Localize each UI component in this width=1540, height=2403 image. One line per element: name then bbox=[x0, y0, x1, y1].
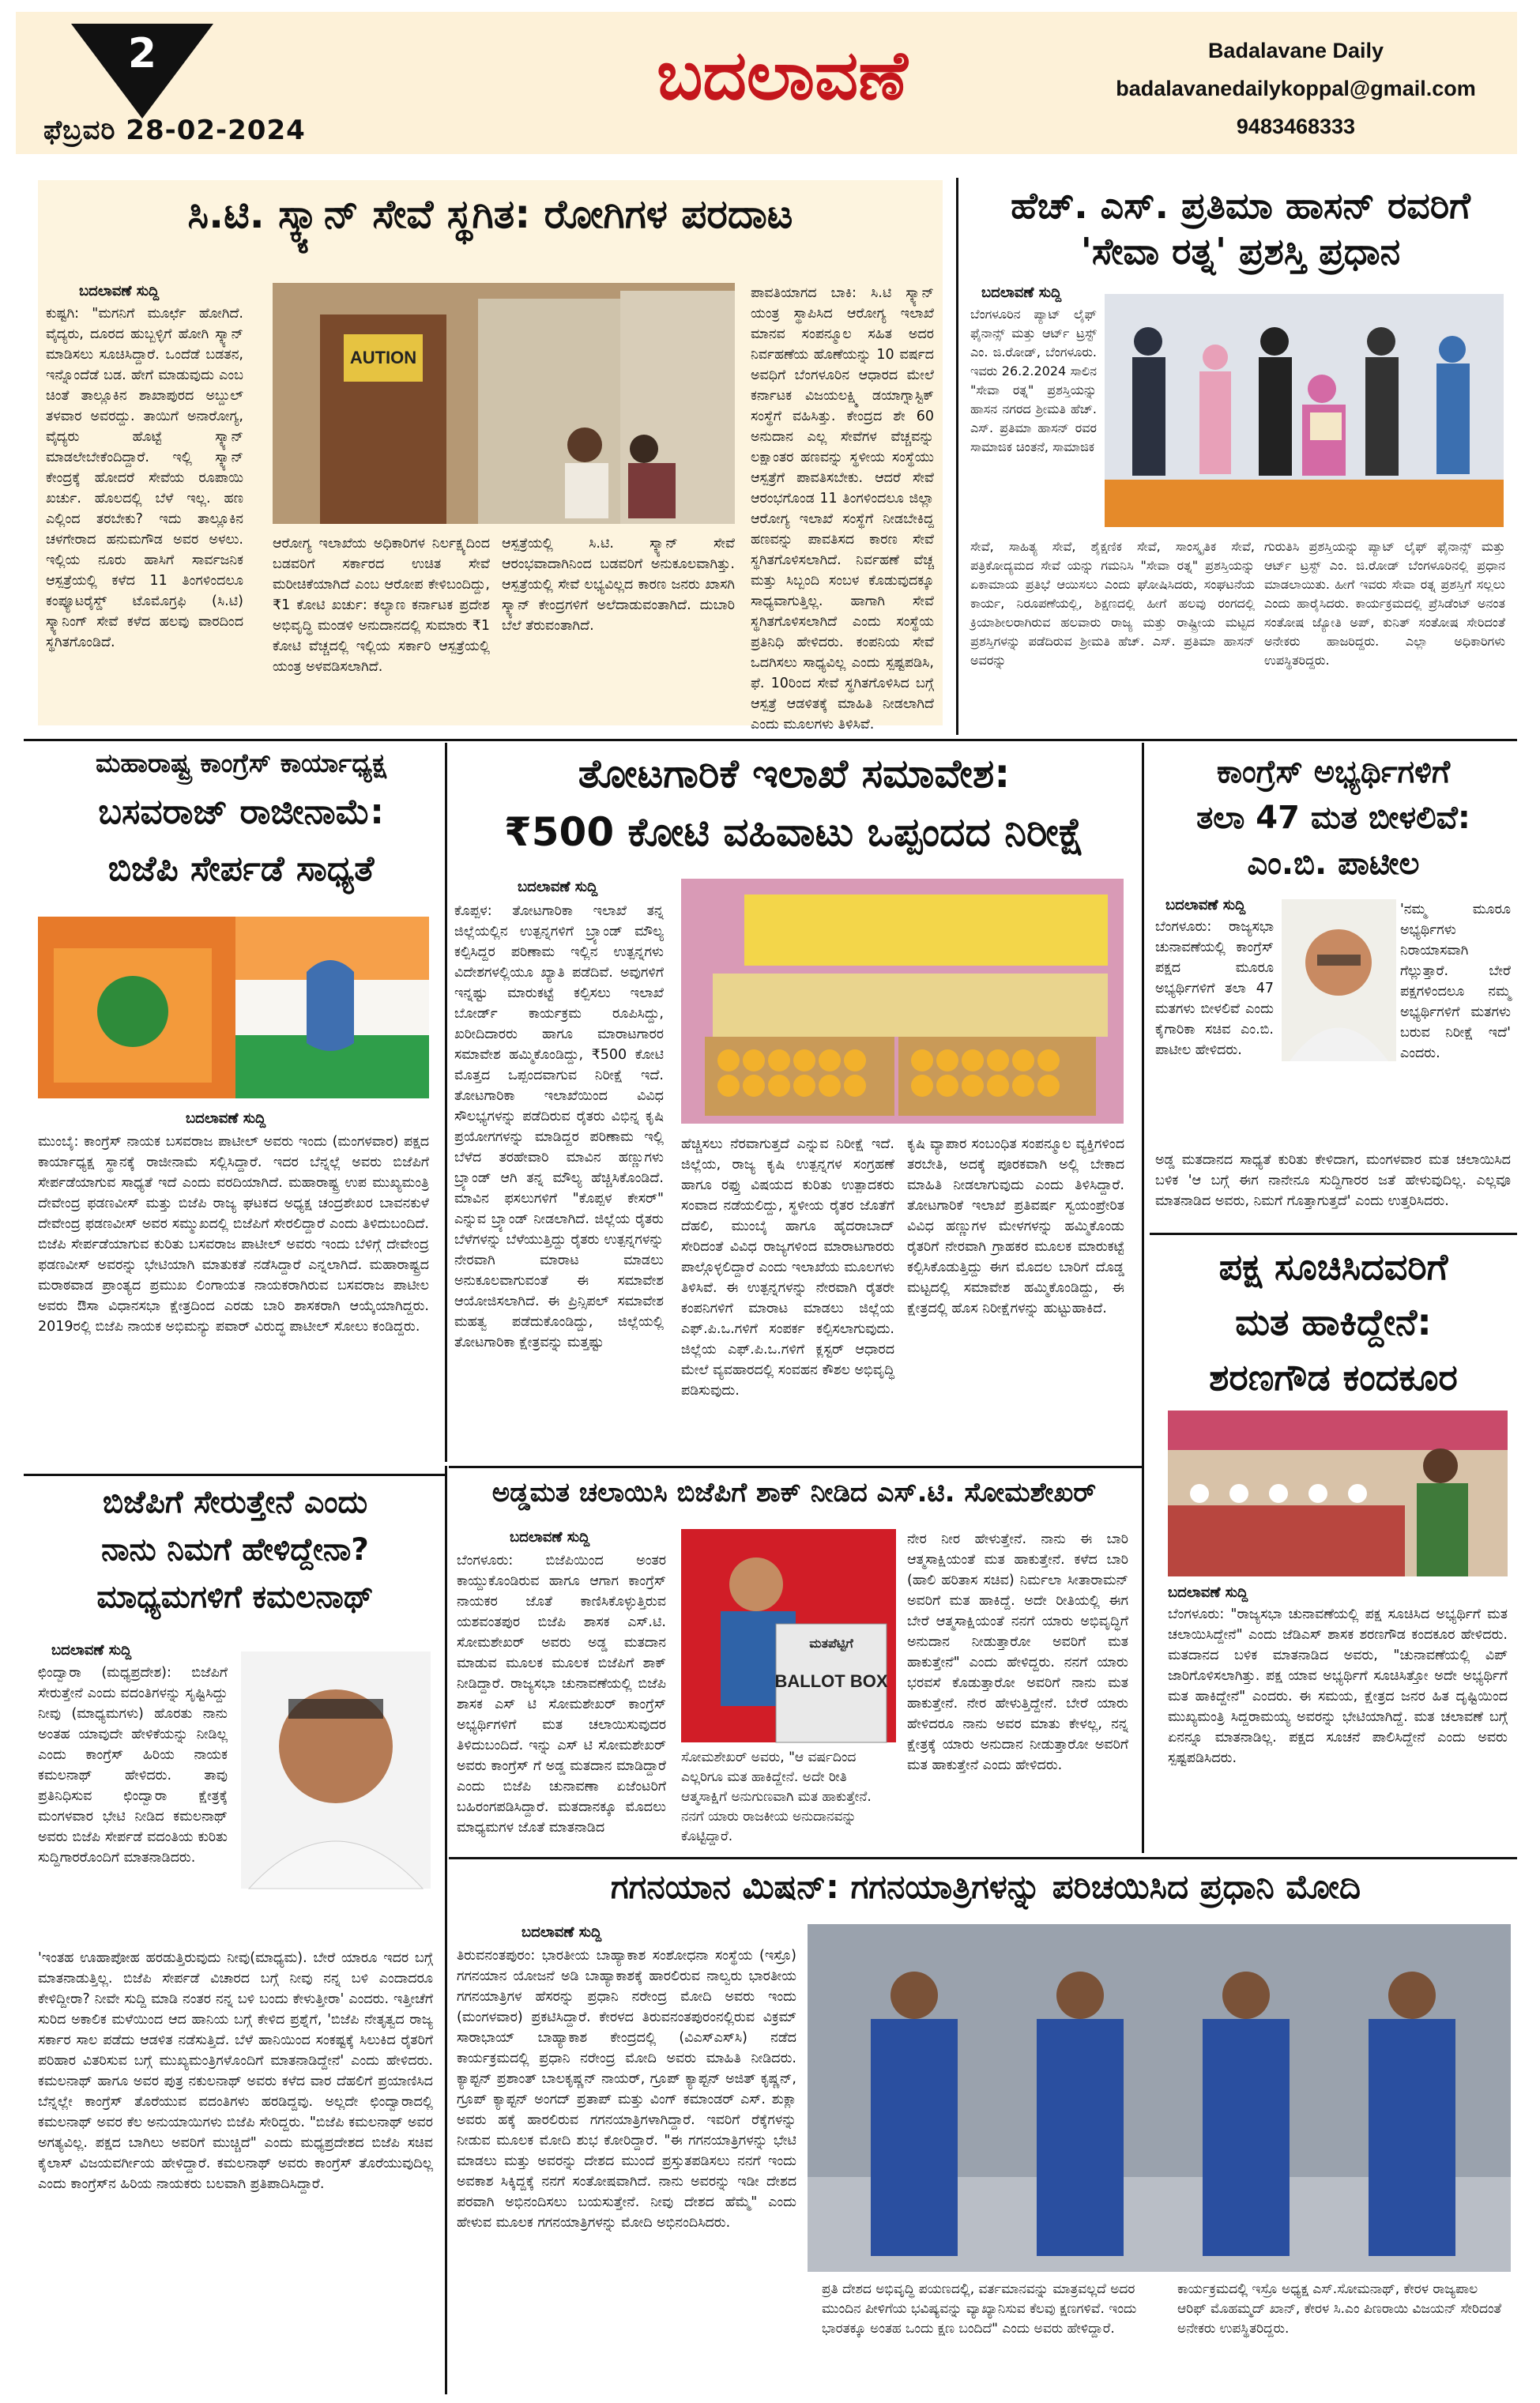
basavaraj-byline: ಬದಲಾವಣೆ ಸುದ್ದಿ bbox=[186, 1110, 266, 1127]
horizontal-rule bbox=[24, 739, 1517, 741]
mb-patil-right: 'ನಮ್ಮ ಮೂರೂ ಅಭ್ಯರ್ಥಿಗಳು ನಿರಾಯಾಸವಾಗಿ ಗೆಲ್ಲುತ್ತಾರೆ. ಬೇರೆ ಪಕ್ಷಗಳಿಂದಲೂ ನಮ್ಮ ಅಭ್ಯರ್ಥಿಗಳಿಗೆ ಮತಗಳು ಬರುವ ನಿರೀಕ್ಷೆ ಇದೆ' ಎಂದರು. bbox=[1400, 902, 1511, 1061]
ct-scan-byline: ಬದಲಾವಣೆ ಸುದ್ದಿ bbox=[79, 283, 160, 299]
ballot-box-text: BALLOT BOX bbox=[774, 1671, 888, 1691]
basavaraj-body: ಮುಂಬೈ: ಕಾಂಗ್ರೆಸ್ ನಾಯಕ ಬಸವರಾಜ ಪಾಟೀಲ್ ಅವರು ಇಂದು (ಮಂಗಳವಾರ) ಪಕ್ಷದ ಕಾರ್ಯಾಧ್ಯಕ್ಷ ಸ್ಥಾನಕ್ಕೆ ರಾಜೀನಾಮೆ ಸಲ್ಲಿಸಿದ್ದಾರೆ. ಇದರ ಬೆನ್ನಲ್ಲೆ ಅವರು ಬಿಜೆಪಿಗೆ ಸೇರ್ಪಡೆಯಾಗುವ ಸಾಧ್ಯತೆ ಇದೆ ಎಂದು ವರದಿಯಾಗಿದೆ. ಮಹಾರಾಷ್ಟ್ರ ಉಪ ಮುಖ್ಯಮಂತ್ರಿ ದೇವೇಂದ್ರ ಫಡಣವೀಸ್ ಮತ್ತು ಬಿಜೆಪಿ ರಾಜ್ಯ ಘಟಕದ ಅಧ್ಯಕ್ಷ ಚಂದ್ರಶೇಖರ ಬಾವನಕುಳೆ ದೇವೇಂದ್ರ ಫಡಣವೀಸ್ ಅವರ ಸಮ್ಮುಖದಲ್ಲಿ ಬಿಜೆಪಿಗೆ ಸೇರಲಿದ್ದಾರೆ ಎಂದು ತಿಳಿದುಬಂದಿದೆ. ಬಿಜೆಪಿ ಸೇರ್ಪಡೆಯಾಗುವ ಕುರಿತು ಬಸವರಾಜ ಪಾಟೀಲ್ ಅವರು ಇಂದು ಬೆಳಿಗ್ಗೆ ದೇವೇಂದ್ರ ಫಡಣವೀಸ್ ಅವರನ್ನು ಭೇಟಿಯಾಗಿ ಮಾತುಕತೆ ನಡೆಸಿದ್ದಾರೆ ಎನ್ನಲಾಗಿದೆ. ಮಹಾರಾಷ್ಟ್ರದ ಮರಾಠವಾಡ ಪ್ರಾಂತ್ಯದ ಪ್ರಮುಖ ಲಿಂಗಾಯತ ನಾಯಕರಾಗಿರುವ ಬಸವರಾಜ ಪಾಟೀಲ ಅವರು ಔಸಾ ವಿಧಾನಸಭಾ ಕ್ಷೇತ್ರದಿಂದ ಎರಡು ಬಾರಿ ಶಾಸಕರಾಗಿ ಆಯ್ಕೆಯಾಗಿದ್ದರು. 2019ರಲ್ಲಿ ಬಿಜೆಪಿ ನಾಯಕ ಅಭಿಮನ್ಯು ಪವಾರ್ ವಿರುದ್ಧ ಪಾಟೀಲ್ ಸೋಲು ಕಂಡಿದ್ದರು. bbox=[38, 1134, 429, 1335]
gaganyaan-caption-1: ಪ್ರತಿ ದೇಶದ ಅಭಿವೃದ್ಧಿ ಪಯಣದಲ್ಲಿ, ವರ್ತಮಾನವನ್ನು ಮಾತ್ರವಲ್ಲದೆ ಅದರ ಮುಂದಿನ ಪೀಳಿಗೆಯ ಭವಿಷ್ಯವನ್ನು ವ್ಯಾಖ್ಯಾನಿಸುವ ಕೆಲವು ಕ್ಷಣಗಳಿವೆ. ಇಂದು ಭಾರತಕ್ಕೂ ಅಂತಹ ಒಂದು ಕ್ಷಣ ಬಂದಿದೆ" ಎಂದು ಅವರು ಹೇಳಿದ್ದಾರೆ. bbox=[822, 2281, 1137, 2337]
horizontal-rule bbox=[1150, 1233, 1517, 1235]
mb-patil-headline-3: ಎಂ.ಬಿ. ಪಾಟೀಲ bbox=[1247, 846, 1420, 882]
mb-patil-left: ಬೆಂಗಳೂರು: ರಾಜ್ಯಸಭಾ ಚುನಾವಣೆಯಲ್ಲಿ ಕಾಂಗ್ರೆಸ್ ಪಕ್ಷದ ಮೂರೂ ಅಭ್ಯರ್ಥಿಗಳಿಗೆ ತಲಾ 47 ಮತಗಳು ಬೀಳಲಿವೆ ಎಂದು ಕೈಗಾರಿಕಾ ಸಚಿವ ಎಂ.ಬಿ. ಪಾಟೀಲ ಹೇಳಿದರು. bbox=[1155, 919, 1274, 1058]
kamalnath-byline: ಬದಲಾವಣೆ ಸುದ್ದಿ bbox=[51, 1642, 132, 1659]
caution-sign-text: AUTION bbox=[349, 348, 417, 367]
somashekar-photo bbox=[681, 1529, 896, 1742]
sharanagouda-body: ಬೆಂಗಳೂರು: "ರಾಜ್ಯಸಭಾ ಚುನಾವಣೆಯಲ್ಲಿ ಪಕ್ಷ ಸೂಚಿಸಿದ ಅಭ್ಯರ್ಥಿಗೆ ಮತ ಚಲಾಯಿಸಿದ್ದೇನೆ" ಎಂದು ಜೆಡಿಎಸ್ ಶಾಸಕ ಶರಣಗೌಡ ಕಂದಕೂರ ಹೇಳಿದರು. ಮತದಾನದ ಬಳಿಕ ಮಾತನಾಡಿದ ಅವರು, "ಚುನಾವಣೆಯಲ್ಲಿ ವಿಪ್ ಜಾರಿಗೊಳಿಸಲಾಗಿತ್ತು. ಪಕ್ಷ ಯಾವ ಅಭ್ಯರ್ಥಿಗೆ ಸೂಚಿಸಿತ್ತೋ ಅದೇ ಅಭ್ಯರ್ಥಿಗೆ ಮತ ಹಾಕಿದ್ದೇನೆ" ಎಂದರು. ಈ ಸಮಯ, ಕ್ಷೇತ್ರದ ಜನರ ಹಿತ ದೃಷ್ಟಿಯಿಂದ ಮುಖ್ಯಮಂತ್ರಿ ಸಿದ್ದರಾಮಯ್ಯ ಅವರನ್ನು ಭೇಟಿಯಾಗಿದ್ದೆ. ಮತ ಚಲಾವಣೆ ಬಗ್ಗೆ ಏನನ್ನೂ ಮಾತನಾಡಿಲ್ಲ. ಪಕ್ಷದ ಸೂಚನೆ ಪಾಲಿಸಿದ್ದೇನೆ ಎಂದು ಅವರು ಸ್ಪಷ್ಟಪಡಿಸಿದರು. bbox=[1168, 1606, 1508, 1766]
mb-patil-headline-2: ತಲಾ 47 ಮತ ಬೀಳಲಿವೆ: bbox=[1196, 800, 1470, 836]
gaganyaan-caption-2: ಕಾರ್ಯಕ್ರಮದಲ್ಲಿ ಇಸ್ರೊ ಅಧ್ಯಕ್ಷ ಎಸ್.ಸೋಮನಾಥ್, ಕೇರಳ ರಾಜ್ಯಪಾಲ ಆರಿಫ್ ಮೊಹಮ್ಮದ್ ಖಾನ್, ಕೇರಳ ಸಿ.ಎಂ ಪಿಣರಾಯಿ ವಿಜಯನ್ ಸೇರಿದಂತೆ ಅನೇಕರು ಉಪಸ್ಥಿತರಿದ್ದರು. bbox=[1177, 2281, 1502, 2337]
basavaraj-kicker: ಮಹಾರಾಷ್ಟ್ರ ಕಾಂಗ್ರೆಸ್ ಕಾರ್ಯಾಧ್ಯಕ್ಷ bbox=[95, 748, 387, 778]
prathima-body: ಸೇವೆ, ಸಾಹಿತ್ಯ ಸೇವೆ, ಶೈಕ್ಷಣಿಕ ಸೇವೆ, ಸಾಂಸ್ಕೃತಿಕ ಸೇವೆ, ಪತ್ರಿಕೋದ್ಯಮದ ಸೇವೆ ಯನ್ನು ಗಮನಿಸಿ "ಸೇವಾ ರತ್ನ" ಪ್ರಶಸ್ತಿಯನ್ನು ಏಕಾಮಾಯ ಪ್ರತಿಭೆ ಆಯಿಸಲು ಎಂದು ಘೋಷಿಸಿದರು, ಸಂಘಟನೆಯ ಕಾರ್ಯ, ನಿರೂಪಣೆಯಲ್ಲಿ, ಶಿಕ್ಷಣದಲ್ಲಿ ಹೀಗೆ ಹಲವು ರಂಗದಲ್ಲಿ ಕ್ರಿಯಾಶೀಲರಾಗಿರುವ ಹಲವಾರು ರಾಜ್ಯ ಮತ್ತು ರಾಷ್ಟ್ರೀಯ ಮಟ್ಟದ ಪ್ರಶಸ್ತಿಗಳನ್ನು ಪಡೆದಿರುವ ಶ್ರೀಮತಿ ಹೆಚ್. ಎಸ್. ಪ್ರತಿಮಾ ಹಾಸನ್ ಅವರನ್ನು bbox=[970, 539, 1255, 668]
horticulture-col-1: ಕೊಪ್ಪಳ: ತೋಟಗಾರಿಕಾ ಇಲಾಖೆ ತನ್ನ ಜಿಲ್ಲೆಯಲ್ಲಿನ ಉತ್ಪನ್ನಗಳಿಗೆ ಬ್ರ್ಯಾಂಡ್ ಮೌಲ್ಯ ಕಲ್ಪಿಸಿದ್ದರ ಪರಿಣಾಮ ಇಲ್ಲಿನ ಉತ್ಪನ್ನಗಳು ವಿದೇಶಗಳಲ್ಲಿಯೂ ಖ್ಯಾತಿ ಪಡೆದಿವೆ. ಅವುಗಳಿಗೆ ಇನ್ನಷ್ಟು ಮಾರುಕಟ್ಟೆ ಕಲ್ಪಿಸಲು ಇಲಾಖೆ ಬೋರ್ಡ್ ಕಾರ್ಯಕ್ರಮ ರೂಪಿಸಿದ್ದು, ಖರೀದಿದಾರರು ಹಾಗೂ ಮಾರಾಟಗಾರರ ಸಮಾವೇಶ ಹಮ್ಮಿಕೊಂಡಿದ್ದು, ₹500 ಕೋಟಿ ಮೊತ್ತದ ಒಪ್ಪಂದವಾಗುವ ನಿರೀಕ್ಷೆ ಇದೆ. ತೋಟಗಾರಿಕಾ ಇಲಾಖೆಯಿಂದ ವಿವಿಧ ಸೌಲಭ್ಯಗಳನ್ನು ಪಡೆದಿರುವ ರೈತರು ವಿಭಿನ್ನ ಕೃಷಿ ಪ್ರಯೋಗಗಳನ್ನು ಮಾಡಿದ್ದರ ಪರಿಣಾಮ ಇಲ್ಲಿ ಬೆಳೆದ ತರಹೇವಾರಿ ಮಾವಿನ ಹಣ್ಣುಗಳು ಬ್ರ್ಯಾಂಡ್ ಆಗಿ ತನ್ನ ಮೌಲ್ಯ ಹೆಚ್ಚಿಸಿಕೊಂಡಿದೆ. ಮಾವಿನ ಫಸಲುಗಳಿಗೆ "ಕೊಪ್ಪಳ ಕೇಸರ್" ಎನ್ನುವ ಬ್ರ್ಯಾಂಡ್ ನೀಡಲಾಗಿದೆ. ಜಿಲ್ಲೆಯ ರೈತರು ಬೆಳೆಗಳನ್ನು ಬೆಳೆಯುತ್ತಿದ್ದು ರೈತರು ಉತ್ಪನ್ನಗಳನ್ನು ನೇರವಾಗಿ ಮಾರಾಟ ಮಾಡಲು ಅನುಕೂಲವಾಗುವಂತೆ ಈ ಸಮಾವೇಶ ಆಯೋಜಿಸಲಾಗಿದೆ. ಈ ಪ್ರಿನ್ಸಿಪಲ್ ಸಮಾವೇಶ ಮಹತ್ವ ಪಡೆದುಕೊಂಡಿದ್ದು, ಜಿಲ್ಲೆಯಲ್ಲಿ ತೋಟಗಾರಿಕಾ ಕ್ಷೇತ್ರವನ್ನು ಮತ್ತಷ್ಟು bbox=[454, 903, 664, 1350]
contact-block bbox=[1083, 32, 1509, 145]
basavaraj-photo bbox=[38, 917, 429, 1098]
horticulture-byline: ಬದಲಾವಣೆ ಸುದ್ದಿ bbox=[518, 879, 598, 895]
basavaraj-headline-1: ಬಸವರಾಜ್ ರಾಜೀನಾಮೆ: bbox=[98, 792, 384, 832]
horizontal-rule bbox=[449, 1466, 1142, 1468]
mango-boxes-illustration bbox=[681, 879, 1124, 1124]
ballot-box-label: ಮತಪೆಟ್ಟಿಗೆ bbox=[809, 1636, 853, 1651]
mb-patil-photo bbox=[1282, 899, 1396, 1061]
kamalnath-headline-2: ನಾನು ನಿಮಗೆ ಹೇಳಿದ್ದೇನಾ? bbox=[101, 1532, 369, 1568]
award-ceremony-illustration bbox=[1105, 294, 1504, 527]
newspaper-title: ಬದಲಾವಣೆ bbox=[657, 36, 908, 115]
column-rule bbox=[445, 1466, 447, 2394]
kamalnath-headline-1: ಬಿಜೆಪಿಗೆ ಸೇರುತ್ತೇನೆ ಎಂದು bbox=[102, 1485, 368, 1520]
basavaraj-headline-2: ಬಿಜೆಪಿ ಸೇರ್ಪಡೆ ಸಾಧ್ಯತೆ bbox=[107, 849, 375, 889]
horizontal-rule bbox=[449, 1857, 1517, 1859]
kamalnath-headline-3: ಮಾಧ್ಯಮಗಳಿಗೆ ಕಮಲನಾಥ್ bbox=[96, 1580, 374, 1615]
gaganyaan-headline: ಗಗನಯಾನ ಮಿಷನ್: ಗಗನಯಾತ್ರಿಗಳನ್ನು ಪರಿಚಯಿಸಿದ ಪ್ರಧಾನಿ ಮೋದಿ bbox=[610, 1867, 1361, 1906]
somashekar-col-1: ಬೆಂಗಳೂರು: ಬಿಜೆಪಿಯಿಂದ ಅಂತರ ಕಾಯ್ದುಕೊಂಡಿರುವ ಹಾಗೂ ಆಗಾಗ ಕಾಂಗ್ರೆಸ್ ನಾಯಕರ ಜೊತೆ ಕಾಣಿಸಿಕೊಳ್ಳುತ್ತಿರುವ ಯಶವಂತಪುರ ಬಿಜೆಪಿ ಶಾಸಕ ಎಸ್.ಟಿ. ಸೋಮಶೇಖರ್ ಅವರು ಅಡ್ಡ ಮತದಾನ ಮಾಡುವ ಮೂಲಕ ಮೂಲಕ ಬಿಜೆಪಿಗೆ ಶಾಕ್ ನೀಡಿದ್ದಾರೆ. ರಾಜ್ಯಸಭಾ ಚುನಾವಣೆಯಲ್ಲಿ ಬಿಜೆಪಿ ಶಾಸಕ ಎಸ್ ಟಿ ಸೋಮಶೇಖರ್ ಕಾಂಗ್ರೆಸ್ ಅಭ್ಯರ್ಥಿಗಳಿಗೆ ಮತ ಚಲಾಯಿಸುವುದರ ತಿಳಿದುಬಂದಿದೆ. ಇನ್ನು ಎಸ್ ಟಿ ಸೋಮಶೇಖರ್ ಅವರು ಕಾಂಗ್ರೆಸ್ ಗೆ ಅಡ್ಡ ಮತದಾನ ಮಾಡಿದ್ದಾರೆ ಎಂದು ಬಿಜೆಪಿ ಚುನಾವಣಾ ಏಜೆಂಟರಿಗೆ ಬಹಿರಂಗಪಡಿಸಿದ್ದಾರೆ. ಮತದಾನಕ್ಕೂ ಮೊದಲು ಮಾಧ್ಯಮಗಳ ಜೊತೆ ಮಾತನಾಡಿದ bbox=[457, 1553, 666, 1836]
horticulture-col-3: ಕೃಷಿ ವ್ಯಾಪಾರ ಸಂಬಂಧಿತ ಸಂಪನ್ಮೂಲ ವ್ಯಕ್ತಿಗಳಿಂದ ತರಬೇತಿ, ಅದಕ್ಕೆ ಪೂರಕವಾಗಿ ಅಲ್ಲಿ ಬೇಕಾದ ಮಾಹಿತಿ ನೀಡಲಾಗುವುದು ಎಂದು ತಿಳಿಸಿದ್ದಾರೆ. ತೋಟಗಾರಿಕೆ ಇಲಾಖೆ ಪ್ರತಿವರ್ಷ ಸ್ವಯಂಪ್ರೇರಿತ ವಿವಿಧ ಹಣ್ಣುಗಳ ಮೇಳಗಳನ್ನು ಹಮ್ಮಿಕೊಂಡು ರೈತರಿಗೆ ನೇರವಾಗಿ ಗ್ರಾಹಕರ ಮೂಲಕ ಮಾರುಕಟ್ಟೆ ಕಲ್ಪಿಸಿಕೊಡುತ್ತಿದ್ದು ಈಗ ಮೊದಲ ಬಾರಿಗೆ ದೊಡ್ಡ ಮಟ್ಟದಲ್ಲಿ ಸಮಾವೇಶ ಹಮ್ಮಿಕೊಂಡಿದ್ದು, ಈ ಕ್ಷೇತ್ರದಲ್ಲಿ ಹೊಸ ನಿರೀಕ್ಷೆಗಳನ್ನು ಹುಟ್ಟುಹಾಕಿದೆ. bbox=[907, 1136, 1124, 1316]
mb-patil-headline-1: ಕಾಂಗ್ರೆಸ್ ಅಭ್ಯರ್ಥಿಗಳಿಗೆ bbox=[1216, 754, 1451, 790]
gaganyaan-byline: ಬದಲಾವಣೆ ಸುದ್ದಿ bbox=[521, 1924, 602, 1941]
somashekar-col-3: ನೇರ ನೀರ ಹೇಳುತ್ತೇನೆ. ನಾನು ಈ ಬಾರಿ ಆತ್ಮಸಾಕ್ಷಿಯಂತೆ ಮತ ಹಾಕುತ್ತೇನೆ. ಕಳೆದ ಬಾರಿ (ಹಾಲಿ ಹರಿತಾಸ ಸಚಿವ) ನಿರ್ಮಲಾ ಸೀತಾರಾಮನ್ ಅವರಿಗೆ ಮತ ಹಾಕಿದ್ದೆ. ಅದೇ ರೀತಿಯಲ್ಲಿ ಈಗ ಬೇರೆ ಆತ್ಮಸಾಕ್ಷಿಯಂತೆ ನನಗೆ ಯಾರು ಅಭಿವೃದ್ಧಿಗೆ ಅನುದಾನ ನೀಡುತ್ತಾರೋ ಅವರಿಗೆ ಮತ ಹಾಕುತ್ತೇನೆ" ಎಂದು ಹೇಳಿದ್ದರು. ನನಗೆ ಯಾರು ಭರವಸೆ ಕೊಡುತ್ತಾರೋ ಅವರಿಗೆ ನಾನು ಮತ ಹಾಕುತ್ತೇನೆ. ನೇರ ಹೇಳುತ್ತಿದ್ದೇನೆ. ಬೇರೆ ಯಾರು ಹೇಳಿದರೂ ನಾನು ಅವರ ಮಾತು ಕೇಳಲ್ಲ, ನನ್ನ ಕ್ಷೇತ್ರಕ್ಕೆ ಯಾರು ಅನುದಾನ ನೀಡುತ್ತಾರೋ ಅವರಿಗೆ ಮತ ಹಾಕುತ್ತೇನೆ ಎಂದು ಹೇಳಿದರು. bbox=[907, 1531, 1128, 1773]
somashekar-byline: ಬದಲಾವಣೆ ಸುದ್ದಿ bbox=[510, 1529, 590, 1546]
kamalnath-side: ಛಿಂದ್ವಾರಾ (ಮಧ್ಯಪ್ರದೇಶ): ಬಿಜೆಪಿಗೆ ಸೇರುತ್ತೇನೆ ಎಂದು ವದಂತಿಗಳನ್ನು ಸೃಷ್ಟಿಸಿದ್ದು ನೀವು (ಮಾಧ್ಯಮಗಳು) ಹೊರತು ನಾನು ಅಂತಹ ಯಾವುದೇ ಹೇಳಿಕೆಯನ್ನು ನೀಡಿಲ್ಲ ಎಂದು ಕಾಂಗ್ರೆಸ್ ಹಿರಿಯ ನಾಯಕ ಕಮಲನಾಥ್ ಹೇಳಿದರು. ತಾವು ಪ್ರತಿನಿಧಿಸುವ ಛಿಂದ್ವಾರಾ ಕ್ಷೇತ್ರಕ್ಕೆ ಮಂಗಳವಾರ ಭೇಟಿ ನೀಡಿದ ಕಮಲನಾಥ್ ಅವರು ಬಿಜೆಪಿ ಸೇರ್ಪಡೆ ವದಂತಿಯ ಕುರಿತು ಸುದ್ದಿಗಾರರೊಂದಿಗೆ ಮಾತನಾಡಿದರು. bbox=[38, 1665, 228, 1866]
kamalnath-portrait-illustration bbox=[241, 1652, 431, 1889]
gaganyaan-photo bbox=[808, 1924, 1511, 2272]
sharanagouda-photo bbox=[1168, 1411, 1508, 1576]
hospital-room-illustration bbox=[273, 283, 735, 524]
gaganyaan-body: ತಿರುವನಂತಪುರಂ: ಭಾರತೀಯ ಬಾಹ್ಯಾಕಾಶ ಸಂಶೋಧನಾ ಸಂಸ್ಥೆಯ (ಇಸ್ರೊ) ಗಗನಯಾನ ಯೋಜನೆ ಅಡಿ ಬಾಹ್ಯಾಕಾಶಕ್ಕೆ ಹಾರಲಿರುವ ನಾಲ್ವರು ಭಾರತೀಯ ಗಗನಯಾತ್ರಿಗಳ ಹೆಸರನ್ನು ಪ್ರಧಾನಿ ನರೇಂದ್ರ ಮೋದಿ ಅವರು ಇಂದು (ಮಂಗಳವಾರ) ಪ್ರಕಟಿಸಿದ್ದಾರೆ. ಕೇರಳದ ತಿರುವನಂತಪುರಂನಲ್ಲಿರುವ ವಿಕ್ರಮ್ ಸಾರಾಭಾಯ್ ಬಾಹ್ಯಾಕಾಶ ಕೇಂದ್ರದಲ್ಲಿ (ವಿಎಸ್‌ಎಸ್‌ಸಿ) ನಡೆದ ಕಾರ್ಯಕ್ರಮದಲ್ಲಿ ಪ್ರಧಾನಿ ನರೇಂದ್ರ ಮೋದಿ ಅವರು ಮಾಹಿತಿ ನೀಡಿದರು. ಕ್ಯಾಪ್ಟನ್ ಪ್ರಶಾಂತ್ ಬಾಲಕೃಷ್ಣನ್ ನಾಯರ್, ಗ್ರೂಪ್ ಕ್ಯಾಪ್ಟನ್ ಅಜಿತ್ ಕೃಷ್ಣನ್, ಗ್ರೂಪ್ ಕ್ಯಾಪ್ಟನ್ ಅಂಗದ್ ಪ್ರತಾಪ್ ಮತ್ತು ವಿಂಗ್ ಕಮಾಂಡರ್ ಎಸ್. ಶುಕ್ಲಾ ಅವರು ಹಕ್ಕೆ ಹಾರಲಿರುವ ಗಗನಯಾತ್ರಿಗಳಾಗಿದ್ದಾರೆ. ಇವರಿಗೆ ರೆಕ್ಕೆಗಳನ್ನು ನೀಡುವ ಮೂಲಕ ಮೋದಿ ಶುಭ ಕೋರಿದ್ದಾರೆ. "ಈ ಗಗನಯಾತ್ರಿಗಳನ್ನು ಭೇಟಿ ಮಾಡಲು ಮತ್ತು ಅವರನ್ನು ದೇಶದ ಮುಂದೆ ಪ್ರಸ್ತುತಪಡಿಸಲು ನನಗೆ ಇಂದು ಅವಕಾಶ ಸಿಕ್ಕಿದ್ದಕ್ಕೆ ನನಗೆ ಸಂತೋಷವಾಗಿದೆ. ನಾನು ಅವರನ್ನು ಇಡೀ ದೇಶದ ಪರವಾಗಿ ಅಭಿನಂದಿಸಲು ಬಯಸುತ್ತೇನೆ. ನೀವು ದೇಶದ ಹೆಮ್ಮೆ" ಎಂದು ಹೇಳುವ ಮೂಲಕ ಗಗನಯಾತ್ರಿಗಳನ್ನು ಮೋದಿ ಅಭಿನಂದಿಸಿದರು. bbox=[457, 1948, 796, 2231]
ct-scan-below-photo-b: ಆಸ್ಪತ್ರೆಯಲ್ಲಿ ಸಿ.ಟಿ. ಸ್ಕ್ಯಾನ್ ಸೇವೆ ಆರಂಭವಾದಾಗಿನಿಂದ ಬಡವರಿಗೆ ಅನುಕೂಲವಾಗಿತ್ತು. ಆಸ್ಪತ್ರೆಯಲ್ಲಿ ಸೇವೆ ಲಭ್ಯವಿಲ್ಲದ ಕಾರಣ ಜನರು ಖಾಸಗಿ ಸ್ಕ್ಯಾನ್ ಕೇಂದ್ರಗಳಿಗೆ ಅಲೆದಾಡುವಂತಾಗಿದೆ. ದುಬಾರಿ ಬೆಲೆ ತೆರುವಂತಾಗಿದೆ. bbox=[502, 536, 735, 634]
portrait-illustration bbox=[1282, 899, 1396, 1061]
somashekar-caption: ಸೋಮಶೇಖರ್ ಅವರು, "ಆ ವರ್ಷದಿಂದ ಎಲ್ಲರಿಗೂ ಮತ ಹಾಕಿದ್ದೇನೆ. ಅದೇ ರೀತಿ ಆತ್ಮಸಾಕ್ಷಿಗೆ ಅನುಗುಣವಾಗಿ ಮತ ಹಾಕುತ್ತೇನೆ. ನನಗೆ ಯಾರು ರಾಜಕೀಯ ಅನುದಾನವನ್ನು ಕೊಟ್ಟಿದ್ದಾರೆ. bbox=[681, 1750, 872, 1844]
column-rule bbox=[956, 178, 958, 735]
horticulture-col-2: ಹೆಚ್ಚಿಸಲು ನೆರವಾಗುತ್ತದೆ ಎನ್ನುವ ನಿರೀಕ್ಷೆ ಇದೆ. ಜಿಲ್ಲೆಯ, ರಾಜ್ಯ ಕೃಷಿ ಉತ್ಪನ್ನಗಳ ಸಂಗ್ರಹಣೆ ಹಾಗೂ ರಫ್ತು ವಿಷಯದ ಕುರಿತು ಉತ್ಪಾದಕರು ಸಂವಾದ ನಡೆಯಲಿದ್ದು, ಸ್ಥಳೀಯ ರೈತರ ಜೊತೆಗೆ ದೆಹಲಿ, ಮುಂಬೈ ಹಾಗೂ ಹೈದರಾಬಾದ್ ಸೇರಿದಂತೆ ವಿವಿಧ ರಾಜ್ಯಗಳಿಂದ ಮಾರಾಟಗಾರರು ಪಾಲ್ಗೊಳ್ಳಲಿದ್ದಾರೆ ಎಂದು ಇಲಾಖೆಯ ಮೂಲಗಳು ತಿಳಿಸಿವೆ. ಈ ಉತ್ಪನ್ನಗಳನ್ನು ನೇರವಾಗಿ ರೈತರೇ ಕಂಪನಿಗಳಿಗೆ ಮಾರಾಟ ಮಾಡಲು ಜಿಲ್ಲೆಯ ಎಫ್.ಪಿ.ಒ.ಗಳಿಗೆ ಸಂಪರ್ಕ ಕಲ್ಪಿಸಲಾಗುವುದು. ಜಿಲ್ಲೆಯ ಎಫ್.ಪಿ.ಒ.ಗಳಿಗೆ ಕ್ಲಸ್ಟರ್ ಆಧಾರದ ಮೇಲೆ ವ್ಯವಹಾರದಲ್ಲಿ ಸಂವಹನ ಕೌಶಲ ಅಭಿವೃದ್ಧಿ ಪಡಿಸುವುದು. bbox=[681, 1136, 894, 1399]
somashekar-headline: ಅಡ್ಡಮತ ಚಲಾಯಿಸಿ ಬಿಜೆಪಿಗೆ ಶಾಕ್ ನೀಡಿದ ಎಸ್.ಟಿ. ಸೋಮಶೇಖರ್ bbox=[491, 1477, 1097, 1508]
sharanagouda-headline-3: ಶರಣಗೌಡ ಕಂದಕೂರ bbox=[1209, 1356, 1458, 1399]
sharanagouda-byline: ಬದಲಾವಣೆ ಸುದ್ದಿ bbox=[1168, 1584, 1248, 1601]
page-number: 2 bbox=[127, 30, 157, 77]
prathima-byline: ಬದಲಾವಣೆ ಸುದ್ದಿ bbox=[981, 284, 1062, 301]
sharanagouda-headline-2: ಮತ ಹಾಕಿದ್ದೇನೆ: bbox=[1235, 1301, 1432, 1343]
column-rule bbox=[1142, 743, 1144, 1853]
publication-name: Badalavane Daily bbox=[1207, 39, 1384, 62]
kamalnath-photo bbox=[241, 1652, 431, 1889]
horticulture-photo bbox=[681, 879, 1124, 1124]
ct-scan-headline: ಸಿ.ಟಿ. ಸ್ಕ್ಯಾನ್ ಸೇವೆ ಸ್ಥಗಿತ: ರೋಗಿಗಳ ಪರದಾಟ bbox=[187, 191, 793, 237]
mb-patil-byline: ಬದಲಾವಣೆ ಸುದ್ದಿ bbox=[1165, 897, 1246, 913]
voting-illustration bbox=[681, 1529, 896, 1742]
prathima-side-text: ಬೆಂಗಳೂರಿನ ಪ್ಯಾಟ್ ಲೈಫ್ ಫೈನಾನ್ಸ್ ಮತ್ತು ಆರ್ಟ್ ಟ್ರಸ್ಟ್ ಎಂ. ಜಿ.ರೋಡ್, ಬೆಂಗಳೂರು. ಇವರು 26.2.2024 ಸಾಲಿನ "ಸೇವಾ ರತ್ನ" ಪ್ರಶಸ್ತಿಯನ್ನು ಹಾಸನ ನಗರದ ಶ್ರೀಮತಿ ಹೆಚ್. ಎಸ್. ಪ್ರತಿಮಾ ಹಾಸನ್ ರವರ ಸಾಮಾಜಿಕ ಚಿಂತನೆ, ಸಾಮಾಜಿಕ bbox=[970, 307, 1097, 454]
ct-scan-below-photo-a: ಆರೋಗ್ಯ ಇಲಾಖೆಯ ಅಧಿಕಾರಿಗಳ ನಿರ್ಲಕ್ಷ್ಯದಿಂದ ಬಡವರಿಗೆ ಸರ್ಕಾರದ ಉಚಿತ ಸೇವೆ ಮರೀಚಿಕೆಯಾಗಿದೆ ಎಂಬ ಆರೋಪ ಕೇಳಿಬಂದಿದ್ದು, ₹1 ಕೋಟಿ ಖರ್ಚು: ಕಲ್ಯಾಣ ಕರ್ನಾಟಕ ಪ್ರದೇಶ ಅಭಿವೃದ್ಧಿ ಮಂಡಳಿ ಅನುದಾನದಲ್ಲಿ ಸುಮಾರು ₹1 ಕೋಟಿ ವೆಚ್ಚದಲ್ಲಿ ಇಲ್ಲಿಯ ಸರ್ಕಾರಿ ಆಸ್ಪತ್ರೆಯಲ್ಲಿ ಯಂತ್ರ ಅಳವಡಿಸಲಾಗಿದೆ. bbox=[273, 536, 490, 675]
ct-scan-col-1: ಕುಷ್ಟಗಿ: "ಮಗನಿಗೆ ಮೂರ್ಛೆ ಹೋಗಿದೆ. ವೈದ್ಯರು, ದೂರದ ಹುಬ್ಬಳ್ಳಿಗೆ ಹೋಗಿ ಸ್ಕ್ಯಾನ್ ಮಾಡಿಸಲು ಸೂಚಿಸಿದ್ದಾರೆ. ಒಂದೆಡೆ ಬಡತನ, ಇನ್ನೊಂದೆಡೆ ಬಡ. ಹೇಗೆ ಮಾಡುವುದು ಎಂಬ ಚಿಂತೆ ತಾಲ್ಲೂಕಿನ ಶಾಖಾಪುರದ ಅಬ್ದುಲ್ ತಳವಾರ ಅವರದ್ದು. ತಾಯಿಗೆ ಅನಾರೋಗ್ಯ, ವೈದ್ಯರು ಹೊಟ್ಟೆ ಸ್ಕ್ಯಾನ್ ಮಾಡಲೇಬೇಕೆಂದಿದ್ದಾರೆ. ಇಲ್ಲಿ ಸ್ಕ್ಯಾನ್ ಕೇಂದ್ರಕ್ಕೆ ಹೋದರೆ ಸೇವೆಯ ರೂಪಾಯಿ ಖರ್ಚು. ಹೊಲದಲ್ಲಿ ಬೆಳೆ ಇಲ್ಲ. ಹಣ ಎಲ್ಲಿಂದ ತರಬೇಕು? ಇದು ತಾಲ್ಲೂಕಿನ ಚಳಗೇರಾದ ಹನುಮಗೌಡ ಅವರ ಅಳಲು. ಇಲ್ಲಿಯ ನೂರು ಹಾಸಿಗೆ ಸಾರ್ವಜನಿಕ ಆಸ್ಪತ್ರೆಯಲ್ಲಿ ಕಳೆದ 11 ತಿಂಗಳಿಂದಲೂ ಕಂಪ್ಯೂಟರೈಸ್ಡ್ ಟೊಮೊಗ್ರಫಿ (ಸಿ.ಟಿ) ಸ್ಕ್ಯಾನಿಂಗ್ ಸೇವೆ ಕಳೆದ ಹಲವು ವಾರದಿಂದ ಸ್ಥಗಿತಗೊಂಡಿದೆ. bbox=[46, 306, 243, 650]
astronauts-illustration bbox=[808, 1924, 1511, 2272]
prathima-right: ಗುರುತಿಸಿ ಪ್ರಶಸ್ತಿಯನ್ನು ಪ್ಯಾಟ್ ಲೈಫ್ ಫೈನಾನ್ಸ್ ಮತ್ತು ಆರ್ಟ್ ಟ್ರಸ್ಟ್ ಎಂ. ಜಿ.ರೋಡ್ ಬೆಂಗಳೂರಿನಲ್ಲಿ ಪ್ರಧಾನ ಮಾಡಲಾಯಿತು. ಹೀಗೆ ಇವರು ಸೇವಾ ರತ್ನ ಪ್ರಶಸ್ತಿಗೆ ಸಲ್ಲಲು ಎಂದು ಹಾರೈಸಿದರು. ಕಾರ್ಯಕ್ರಮದಲ್ಲಿ ಪ್ರೆಸಿಡೆಂಟ್ ಅನಂತ ಸಂತೋಷ ಜ್ಯೋತಿ ಅಪ್, ಕುನಿತ್ ಸಂತೋಷ ಸೇರಿದಂತೆ ಅನೇಕರು ಹಾಜರಿದ್ದರು. ಎಲ್ಲಾ ಅಧಿಕಾರಿಗಳು ಉಪಸ್ಥಿತರಿದ್ದರು. bbox=[1264, 539, 1505, 668]
contact-email: badalavanedailykoppal@gmail.com bbox=[1116, 77, 1476, 100]
kamalnath-body: 'ಇಂತಹ ಊಹಾಪೋಹ ಹರಡುತ್ತಿರುವುದು ನೀವು(ಮಾಧ್ಯಮ). ಬೇರೆ ಯಾರೂ ಇದರ ಬಗ್ಗೆ ಮಾತನಾಡುತ್ತಿಲ್ಲ. ಬಿಜೆಪಿ ಸೇರ್ಪಡೆ ವಿಚಾರದ ಬಗ್ಗೆ ನೀವು ನನ್ನ ಬಳಿ ಎಂದಾದರೂ ಕೇಳಿದ್ದೀರಾ? ನೀವೇ ಸುದ್ದಿ ಮಾಡಿ ನಂತರ ನನ್ನ ಬಳಿ ಬಂದು ಕೇಳುತ್ತೀರಾ' ಎಂದರು. ಇತ್ತೀಚೆಗೆ ಸುರಿದ ಅಕಾಲಿಕ ಮಳೆಯಿಂದ ಆದ ಹಾನಿಯ ಬಗ್ಗೆ ಕೇಳಿದ ಪ್ರಶ್ನೆಗೆ, 'ಬಿಜೆಪಿ ನೇತೃತ್ವದ ರಾಜ್ಯ ಸರ್ಕಾರ ಸಾಲ ಪಡೆದು ಆಡಳಿತ ನಡೆಸುತ್ತಿದೆ. ಬೆಳೆ ಹಾನಿಯಿಂದ ಸಂಕಷ್ಟಕ್ಕೆ ಸಿಲುಕಿದ ರೈತರಿಗೆ ಪರಿಹಾರ ವಿತರಿಸುವ ಬಗ್ಗೆ ಮುಖ್ಯಮಂತ್ರಿಗಳೊಂದಿಗೆ ಮಾತನಾಡಿದ್ದೇನೆ' ಎಂದು ಹೇಳಿದರು. ಕಮಲನಾಥ್ ಹಾಗೂ ಅವರ ಪುತ್ರ ನಕುಲನಾಥ್ ಅವರು ಕಳೆದ ವಾರ ದೆಹಲಿಗೆ ಪ್ರಯಾಣಿಸಿದ ಬೆನ್ನಲ್ಲೇ ಕಾಂಗ್ರೆಸ್ ತೊರೆಯುವ ವದಂತಿಗಳು ಹರಡಿದ್ದವು. ಅಲ್ಲದೇ ಛಿಂದ್ವಾರಾದಲ್ಲಿ ಕಮಲನಾಥ್ ಅವರ ಕೆಲ ಅನುಯಾಯಿಗಳು ಬಿಜೆಪಿ ಸೇರಿದ್ದರು. "ಬಿಜೆಪಿ ಕಮಲನಾಥ್ ಅವರ ಅಗತ್ಯವಿಲ್ಲ. ಪಕ್ಷದ ಬಾಗಿಲು ಅವರಿಗೆ ಮುಚ್ಚಿದೆ" ಎಂದು ಮಧ್ಯಪ್ರದೇಶದ ಬಿಜೆಪಿ ಸಚಿವ ಕೈಲಾಸ್ ವಿಜಯವರ್ಗೀಯ ಹೇಳಿದ್ದಾರೆ. ಕಮಲನಾಥ್ ಅವರು ಕಾಂಗ್ರೆಸ್ ತೊರೆಯುವುದಿಲ್ಲ ಎಂದು ಕಾಂಗ್ರೆಸ್‌ನ ಹಿರಿಯ ನಾಯಕರು ಬಲವಾಗಿ ಪ್ರತಿಪಾದಿಸಿದ್ದಾರೆ. bbox=[38, 1950, 433, 2192]
mb-patil-bottom: ಅಡ್ಡ ಮತದಾನದ ಸಾಧ್ಯತೆ ಕುರಿತು ಕೇಳಿದಾಗ, ಮಂಗಳವಾರ ಮತ ಚಲಾಯಿಸಿದ ಬಳಿಕ 'ಆ ಬಗ್ಗೆ ಈಗ ನಾನೇನೂ ಸುದ್ದಿಗಾರರ ಜತೆ ಹೇಳುವುದಿಲ್ಲ. ಎಲ್ಲವೂ ಮಾತನಾಡಿದ ಅವರು, ನಿಮಗೆ ಗೊತ್ತಾಗುತ್ತದೆ' ಎಂದು ಉತ್ತರಿಸಿದರು. bbox=[1155, 1152, 1511, 1209]
sharanagouda-headline-1: ಪಕ್ಷ ಸೂಚಿಸಿದವರಿಗೆ bbox=[1218, 1245, 1448, 1288]
ct-scan-col-3: ಪಾವತಿಯಾಗದ ಬಾಕಿ: ಸಿ.ಟಿ ಸ್ಕ್ಯಾನ್ ಯಂತ್ರ ಸ್ಥಾಪಿಸಿದ ಆರೋಗ್ಯ ಇಲಾಖೆ ಮಾನವ ಸಂಪನ್ಮೂಲ ಸಹಿತ ಅದರ ನಿರ್ವಹಣೆಯ ಹೊಣೆಯನ್ನು 10 ವರ್ಷದ ಅವಧಿಗೆ ಬೆಂಗಳೂರಿನ ಆಧಾರದ ಮೇಲೆ ಕರ್ನಾಟಕ ವಿಜಯಲಕ್ಷ್ಮಿ ಡಯಾಗ್ನಾಸ್ಟಿಕ್ ಸಂಸ್ಥೆಗೆ ವಹಿಸಿತ್ತು. ಕೇಂದ್ರದ ಶೇ 60 ಅನುದಾನ ಎಲ್ಲ ಸೇವೆಗಳ ವೆಚ್ಚವನ್ನು ಲಕ್ಷಾಂತರ ಹಣವನ್ನು ಸ್ಥಳೀಯ ಸಂಸ್ಥೆಯು ಆಸ್ಪತ್ರೆಗೆ ಪಾವತಿಸಬೇಕು. ಆದರೆ ಸೇವೆ ಆರಂಭಗೊಂಡ 11 ತಿಂಗಳಿಂದಲೂ ಜಿಲ್ಲಾ ಆರೋಗ್ಯ ಇಲಾಖೆ ಸಂಸ್ಥೆಗೆ ನೀಡಬೇಕಿದ್ದ ಹಣವನ್ನು ಪಾವತಿಸದ ಕಾರಣ ಸೇವೆ ಸ್ಥಗಿತಗೊಳಿಸಲಾಗಿದೆ. ನಿರ್ವಹಣೆ ವೆಚ್ಚ ಮತ್ತು ಸಿಬ್ಬಂದಿ ಸಂಬಳ ಕೊಡುವುದಕ್ಕೂ ಸಾಧ್ಯವಾಗುತ್ತಿಲ್ಲ. ಹಾಗಾಗಿ ಸೇವೆ ಸ್ಥಗಿತಗೊಳಿಸಲಾಗಿದೆ ಎಂದು ಸಂಸ್ಥೆಯ ಪ್ರತಿನಿಧಿ ಹೇಳಿದರು. ಕಂಪನಿಯ ಸೇವೆ ಒದಗಿಸಲು ಸಾಧ್ಯವಿಲ್ಲ ಎಂದು ಸ್ಪಷ್ಟಪಡಿಸಿ, ಫೆ. 10ರಿಂದ ಸೇವೆ ಸ್ಥಗಿತಗೊಳಿಸಿದ ಬಗ್ಗೆ ಆಸ್ಪತ್ರೆ ಆಡಳಿತಕ್ಕೆ ಮಾಹಿತಿ ನೀಡಲಾಗಿದೆ ಎಂದು ಮೂಲಗಳು ತಿಳಿಸಿವೆ. bbox=[751, 285, 934, 733]
speaker-event-illustration bbox=[1168, 1411, 1508, 1576]
ct-scan-photo bbox=[273, 283, 735, 524]
issue-date: ಫೆಬ್ರವರಿ 28-02-2024 bbox=[43, 115, 306, 146]
contact-phone: 9483468333 bbox=[1236, 115, 1356, 138]
horizontal-rule bbox=[24, 1474, 446, 1476]
column-rule bbox=[445, 743, 447, 1462]
prathima-headline: ಹೆಚ್. ಎಸ್. ಪ್ರತಿಮಾ ಹಾಸನ್ ರವರಿಗೆ 'ಸೇವಾ ರತ್ನ' ಪ್ರಶಸ್ತಿ ಪ್ರಧಾನ bbox=[1011, 184, 1470, 273]
party-flags-illustration bbox=[38, 917, 429, 1098]
prathima-photo bbox=[1105, 294, 1504, 527]
horticulture-headline-1: ತೋಟಗಾರಿಕೆ ಇಲಾಖೆ ಸಮಾವೇಶ: bbox=[578, 751, 1011, 797]
horticulture-headline-2: ₹500 ಕೋಟಿ ವಹಿವಾಟು ಒಪ್ಪಂದದ ನಿರೀಕ್ಷೆ bbox=[503, 809, 1085, 855]
